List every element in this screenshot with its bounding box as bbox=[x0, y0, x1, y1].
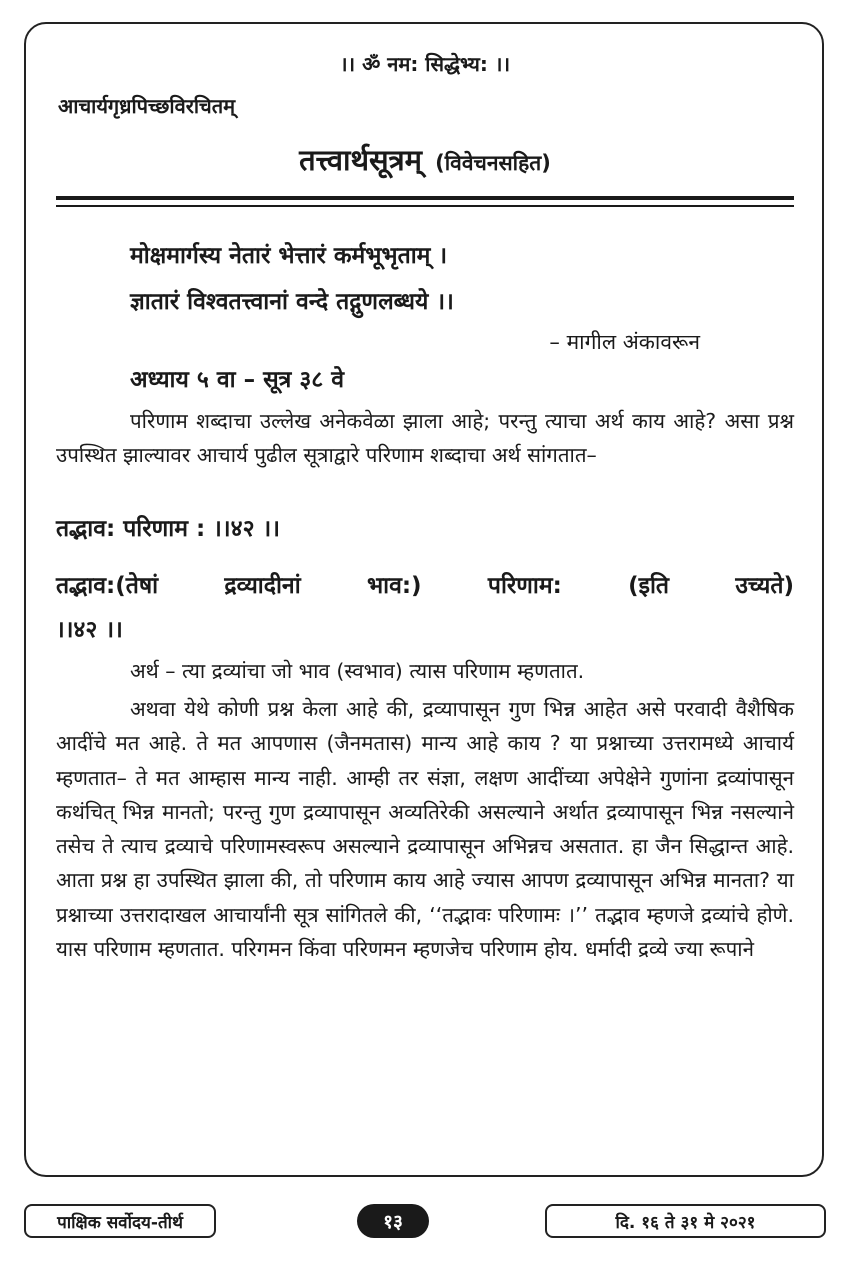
footer-date: दि. १६ ते ३१ मे २०२१ bbox=[545, 1204, 826, 1238]
footer-publication: पाक्षिक सर्वोदय-तीर्थ bbox=[24, 1204, 216, 1238]
invocation: ।। ॐ नम: सिद्धेभ्य: ।। bbox=[339, 52, 511, 76]
sutra-line: तद्भाव: परिणाम : ।।४२ ।। bbox=[56, 516, 280, 542]
body-paragraph: अथवा येथे कोणी प्रश्न केला आहे की, द्रव्यापासून गुण भिन्न आहेत असे परवादी वैशैषिक आदींचे मत आहे. ते मत आपणास (जैनमतास) मान्य आहे काय ? या प्रश्नाच्या उत्तरामध्ये आचार्य म्हणतात– ते मत आम्हास मान्य नाही. आम्ही तर संज्ञा, लक्षण आदींच्या अपेक्षेने गुणांना द्रव्यांपासून कथंचित् भिन्न मानतो; परन्तु गुण द्रव्यापासून अव्यतिरेकी असल्याने अर्थात द्रव्यापासून भिन्न नसल्याने तसेच ते त्याच द्रव्याचे परिणामस्वरूप असल्याने द्रव्यापासून अभिन्नच असतात. हा जैन सिद्धान्त आहे. आता प्रश्न हा उपस्थित झाला की, तो परिणाम काय आहे ज्यास आपण द्रव्यापासून अभिन्न मानता? या प्रश्नाच्या उत्तरादाखल आचार्यांनी सूत्र सांगितले की, ‘‘तद्भावः परिणामः ।’’ तद्भाव म्हणजे द्रव्यांचे होणे. यास परिणाम म्हणतात. परिगमन किंवा परिणमन म्हणजेच परिणाम होय. धर्मादी द्रव्ये ज्या रूपाने bbox=[56, 697, 794, 962]
chapter-heading: अध्याय ५ वा – सूत्र ३८ वे bbox=[130, 367, 345, 393]
footer-page-number: १३ bbox=[357, 1204, 429, 1238]
author-line: आचार्यगृध्रपिच्छविरचितम् bbox=[58, 94, 236, 118]
page-subtitle: (विवेचनसहित) bbox=[435, 151, 551, 175]
title-rule-thin bbox=[56, 205, 794, 207]
meaning-paragraph: अर्थ – त्या द्रव्यांचा जो भाव (स्वभाव) त्यास परिणाम म्हणतात. bbox=[130, 659, 585, 683]
verse-line-2: ज्ञातारं विश्वतत्त्वानां वन्दे तद्गुणलब्धये ।। bbox=[130, 289, 454, 315]
sutra-expanded: तद्भाव:(तेषां द्रव्यादीनां भाव:) परिणाम: (इति उच्यते) bbox=[56, 573, 794, 599]
title-rule-thick bbox=[56, 196, 794, 200]
verse-line-1: मोक्षमार्गस्य नेतारं भेत्तारं कर्मभूभृताम् । bbox=[130, 243, 448, 269]
intro-paragraph: परिणाम शब्दाचा उल्लेख अनेकवेळा झाला आहे; परन्तु त्याचा अर्थ काय आहे? असा प्रश्न उपस्थित झाल्यावर आचार्य पुढील सूत्राद्वारे परिणाम शब्दाचा अर्थ सांगतात– bbox=[56, 409, 794, 468]
sutra-expanded-end: ।।४२ ।। bbox=[56, 617, 123, 643]
attribution: – मागील अंकावरून bbox=[549, 330, 700, 354]
title-block bbox=[0, 140, 850, 179]
page-title: तत्त्वार्थसूत्रम् bbox=[299, 143, 423, 177]
